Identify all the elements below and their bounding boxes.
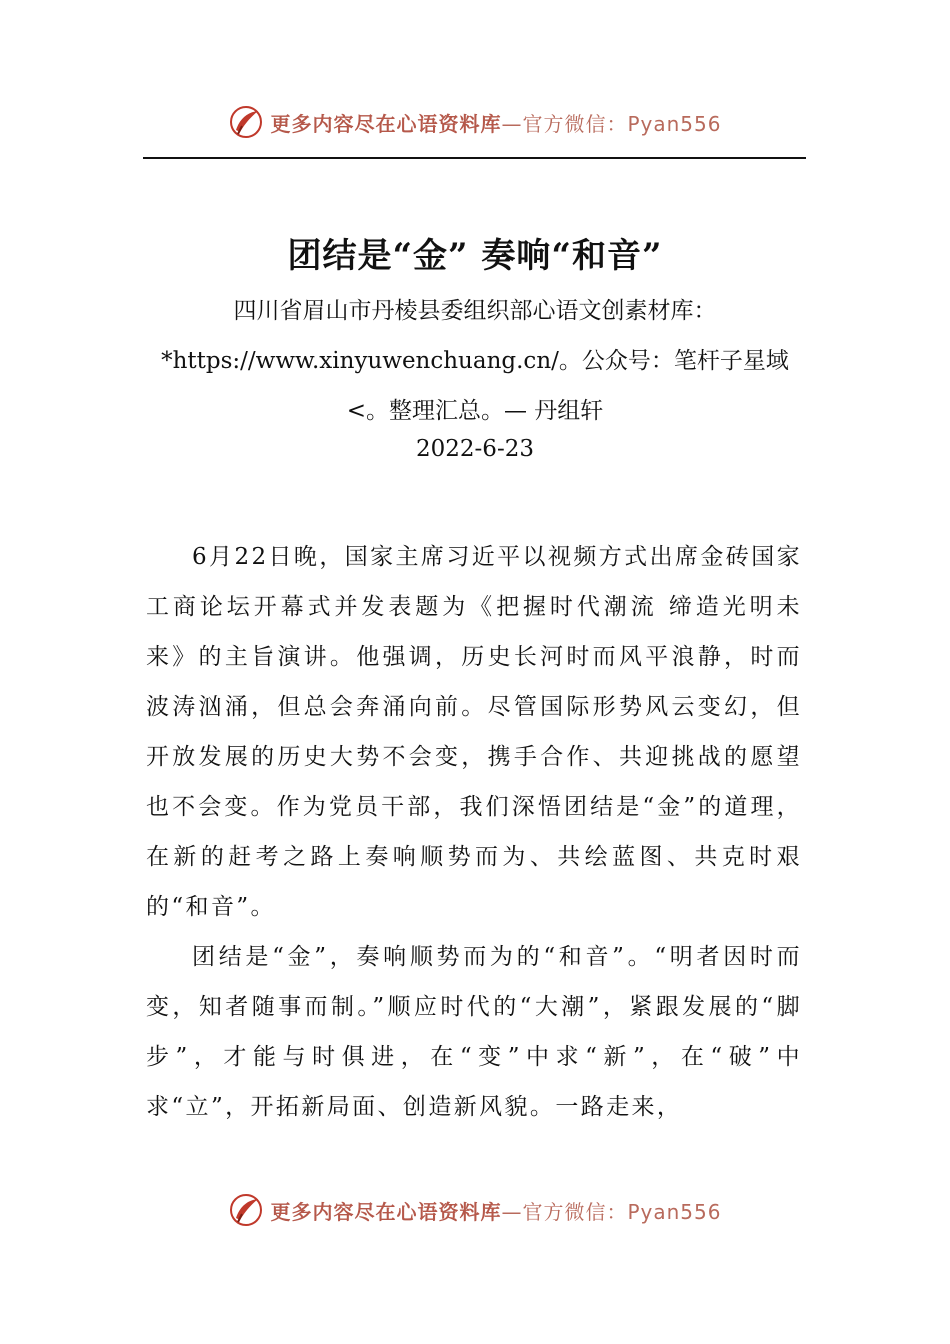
banner-text xyxy=(270,1196,721,1225)
banner-separator: — xyxy=(501,111,523,136)
wechat-id: 官方微信：Pyan556 xyxy=(522,111,722,136)
header-divider xyxy=(143,157,806,159)
footer-banner xyxy=(0,1190,950,1230)
site-name: 更多内容尽在心语资料库 xyxy=(270,1199,502,1224)
article-title: 团结是“金” 奏响“和音” xyxy=(287,236,663,276)
wechat-id: 官方微信：Pyan556 xyxy=(522,1199,722,1224)
paragraph: 团结是“金”，奏响顺势而为的“和音”。“明者因时而变，知者随事而制。”顺应时代的“大潮”，紧跟发展的“脚步”，才能与时俱进，在“变”中求“新”，在“破”中求“立”，开拓新局面、创造新风貌。一路走来， xyxy=(146,944,802,1120)
banner-separator: — xyxy=(501,1199,523,1224)
logo-icon xyxy=(228,1192,264,1228)
article-date: 2022-6-23 xyxy=(416,436,534,462)
article-byline: 四川省眉山市丹棱县委组织部心语文创素材库：*https://www.xinyuwenchuang.cn/。公众号：笔杆子星域<。整理汇总。— 丹组轩 xyxy=(161,298,789,424)
logo-icon xyxy=(228,104,264,140)
article-body xyxy=(146,532,802,1132)
paragraph: 6月22日晚，国家主席习近平以视频方式出席金砖国家工商论坛开幕式并发表题为《把握时代潮流 缔造光明未来》的主旨演讲。他强调，历史长河时而风平浪静，时而波涛汹涌，但总会奔涌向前。尽管国际形势风云变幻，但开放发展的历史大势不会变，携手合作、共迎挑战的愿望也不会变。作为党员干部，我们深悟团结是“金”的道理，在新的赶考之路上奏响顺势而为、共绘蓝图、共克时艰的“和音”。 xyxy=(146,544,802,920)
banner-text xyxy=(270,108,721,137)
site-name: 更多内容尽在心语资料库 xyxy=(270,111,502,136)
header-banner xyxy=(0,102,950,142)
